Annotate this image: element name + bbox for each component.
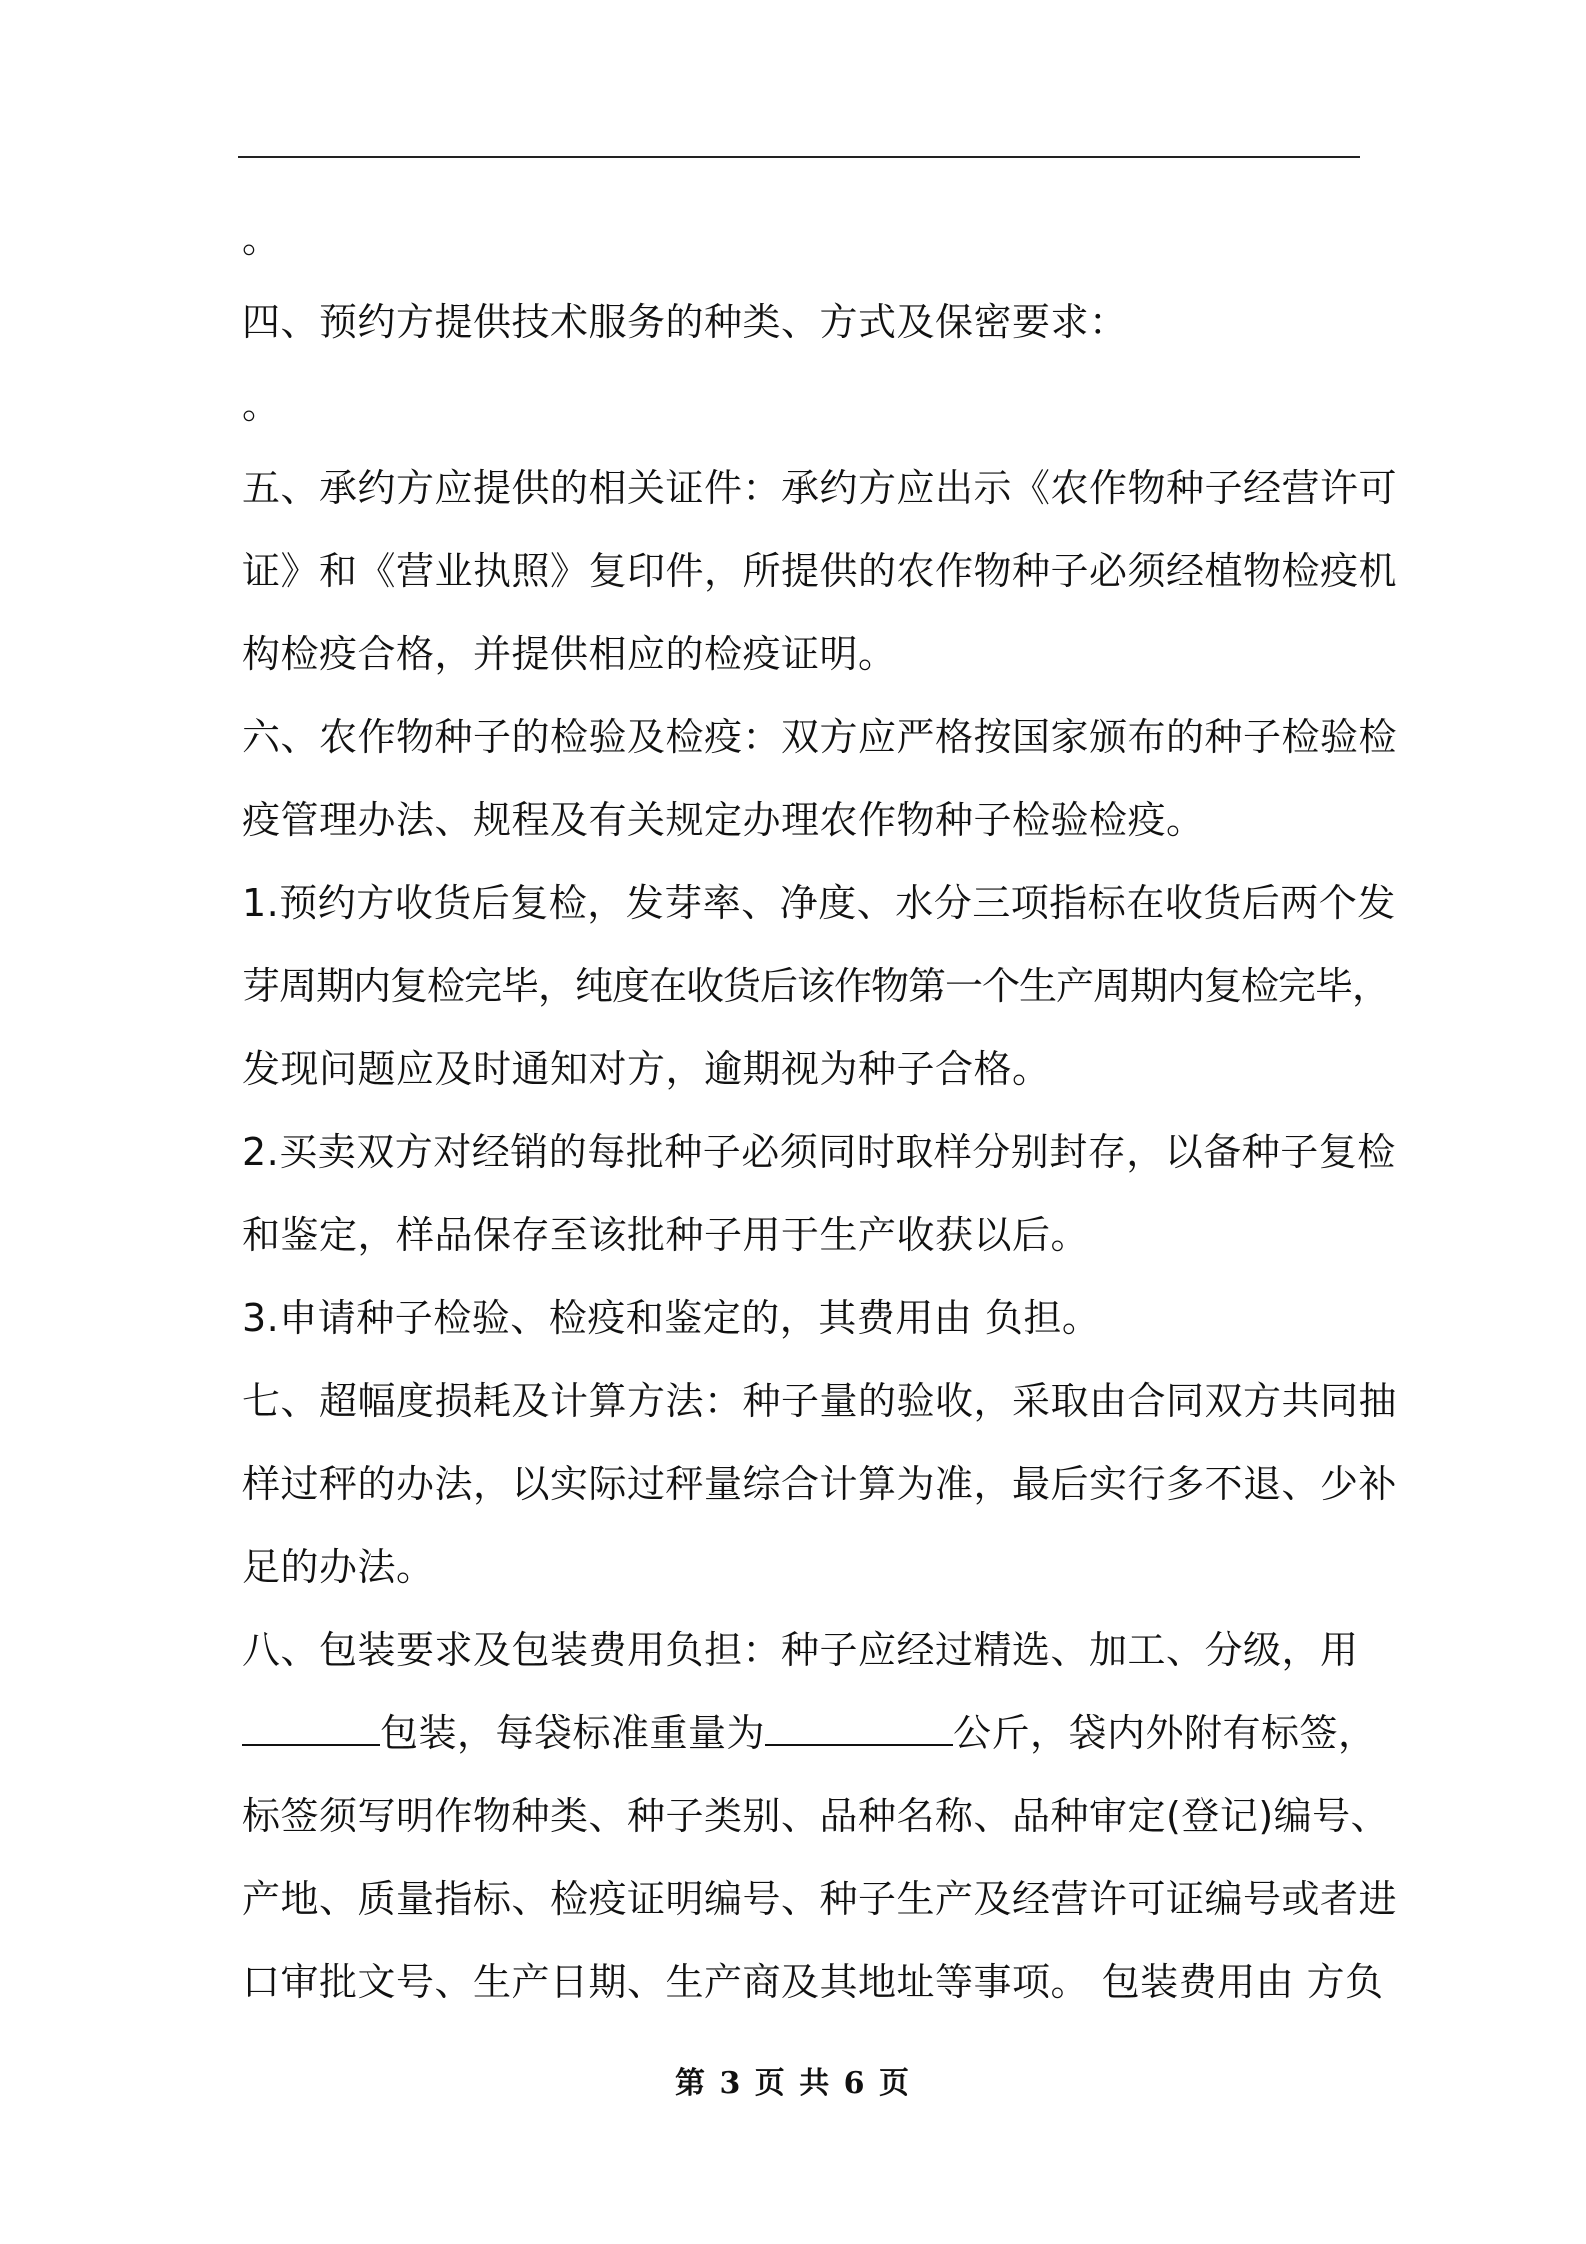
text-line: 样过秤的办法，以实际过秤量综合计算为准，最后实行多不退、少补 xyxy=(242,1462,1398,1506)
document-body xyxy=(242,198,1398,2024)
text-line: 口审批文号、生产日期、生产商及其地址等事项。 包装费用由 方负 xyxy=(242,1960,1384,2004)
text-line: 芽周期内复检完毕，纯度在收货后该作物第一个生产周期内复检完毕， xyxy=(242,964,1390,1008)
page-number: 第 3 页 共 6 页 xyxy=(675,2066,911,2101)
text-line: 和鉴定，样品保存至该批种子用于生产收获以后。 xyxy=(242,1213,1090,1257)
text-line: 构检疫合格，并提供相应的检疫证明。 xyxy=(242,632,897,676)
section-heading-6: 六、农作物种子的检验及检疫：双方应严格按国家颁布的种子检验检 xyxy=(242,715,1398,759)
clause-2: 2.买卖双方对经销的每批种子必须同时取样分别封存，以备种子复检 xyxy=(242,1130,1396,1174)
text-line: 足的办法。 xyxy=(242,1545,435,1589)
clause-1: 1.预约方收货后复检，发芽率、净度、水分三项指标在收货后两个发 xyxy=(242,881,1396,925)
section-heading-4: 四、预约方提供技术服务的种类、方式及保密要求： xyxy=(242,300,1128,344)
text-line: 发现问题应及时通知对方，逾期视为种子合格。 xyxy=(242,1047,1051,1091)
text-line: 。 xyxy=(242,217,281,261)
text-line: 疫管理办法、规程及有关规定办理农作物种子检验检疫。 xyxy=(242,798,1205,842)
text-line: 标签须写明作物种类、种子类别、品种名称、品种审定(登记)编号、 xyxy=(242,1794,1390,1838)
header-rule xyxy=(238,156,1360,158)
section-heading-8: 八、包装要求及包装费用负担：种子应经过精选、加工、分级，用 xyxy=(242,1628,1359,1672)
text-line: 证》和《营业执照》复印件，所提供的农作物种子必须经植物检疫机 xyxy=(242,549,1398,593)
text-line-with-blanks xyxy=(242,1692,1377,1775)
clause-3: 3.申请种子检验、检疫和鉴定的，其费用由 负担。 xyxy=(242,1296,1101,1340)
text-line: 产地、质量指标、检疫证明编号、种子生产及经营许可证编号或者进 xyxy=(242,1877,1398,1921)
section-heading-5: 五、承约方应提供的相关证件：承约方应出示《农作物种子经营许可 xyxy=(242,466,1398,510)
text-fragment: 公斤，袋内外附有标签， xyxy=(953,1711,1377,1755)
fill-blank-packaging xyxy=(242,1714,380,1746)
section-heading-7: 七、超幅度损耗及计算方法：种子量的验收，采取由合同双方共同抽 xyxy=(242,1379,1398,1423)
fill-blank-weight xyxy=(765,1714,953,1746)
text-fragment: 包装，每袋标准重量为 xyxy=(380,1711,766,1755)
text-line: 。 xyxy=(242,383,281,427)
